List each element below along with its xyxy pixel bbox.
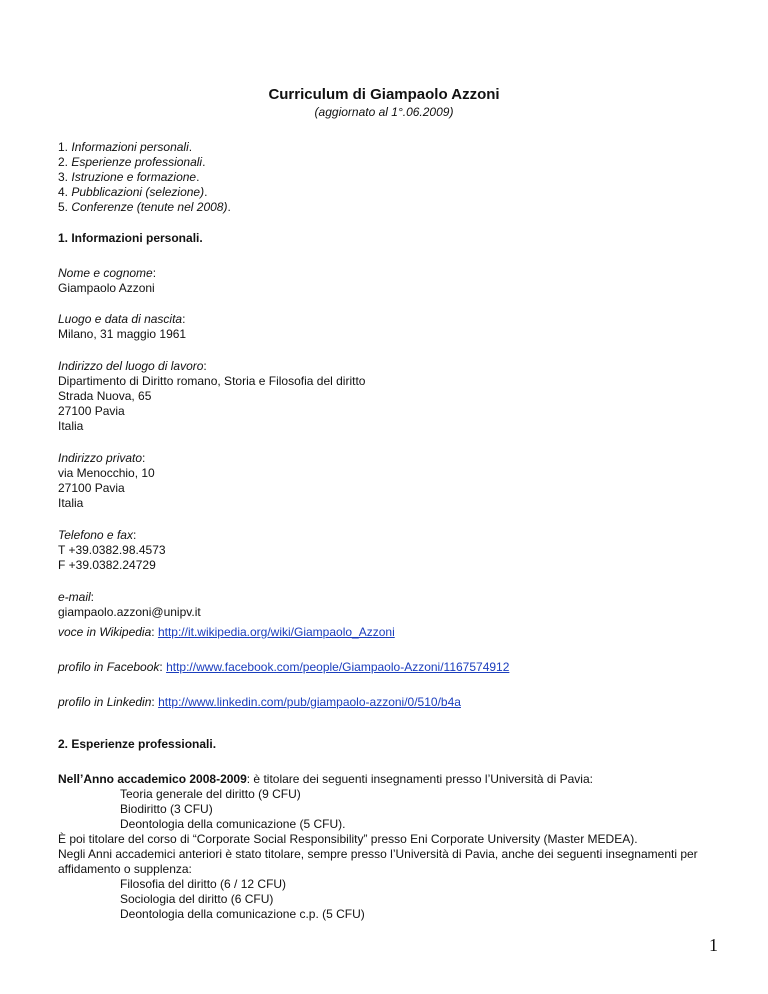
work-address-entry: Indirizzo del luogo di lavoro: Dipartimento di Diritto romano, Storia e Filosofia del diritto Strada Nuova, 65 27100 Pavia Italia bbox=[58, 359, 718, 434]
course-item: Deontologia della comunicazione c.p. (5 CFU) bbox=[120, 907, 365, 921]
facebook-entry: profilo in Facebook: http://www.facebook.com/people/Giampaolo-Azzoni/1167574912 bbox=[58, 660, 510, 674]
linkedin-link[interactable]: http://www.linkedin.com/pub/giampaolo-azzoni/0/510/b4a bbox=[158, 695, 461, 709]
toc-tail: . bbox=[202, 155, 206, 169]
section-1-heading: 1. Informazioni personali. bbox=[58, 231, 203, 245]
address-line: 27100 Pavia bbox=[58, 481, 125, 495]
name-entry: Nome e cognome: Giampaolo Azzoni bbox=[58, 266, 718, 296]
field-label: Indirizzo privato bbox=[58, 451, 143, 465]
toc-label: Istruzione e formazione bbox=[71, 170, 197, 184]
address-line: Dipartimento di Diritto romano, Storia e Filosofia del diritto bbox=[58, 374, 366, 388]
section-2-heading: 2. Esperienze professionali. bbox=[58, 737, 217, 751]
toc-label: Esperienze professionali bbox=[71, 155, 203, 169]
address-line: Italia bbox=[58, 496, 84, 510]
toc-number: 5. bbox=[58, 200, 69, 214]
course-item: Deontologia della comunicazione (5 CFU). bbox=[120, 817, 346, 831]
field-label: profilo in Linkedin bbox=[58, 695, 152, 709]
toc-item bbox=[58, 140, 718, 155]
field-label: profilo in Facebook bbox=[58, 660, 160, 674]
field-label: voce in Wikipedia bbox=[58, 625, 152, 639]
previous-courses-text: Negli Anni accademici anteriori è stato titolare, sempre presso l’Università di Pavia, anche dei seguenti insegnamenti per bbox=[58, 847, 698, 861]
document-title: Curriculum di Giampaolo Azzoni bbox=[268, 86, 500, 103]
phone-entry: Telefono e fax: T +39.0382.98.4573 F +39.0382.24729 bbox=[58, 528, 718, 573]
birth-entry: Luogo e data di nascita: Milano, 31 maggio 1961 bbox=[58, 312, 718, 342]
address-line: via Menocchio, 10 bbox=[58, 466, 155, 480]
address-line: 27100 Pavia bbox=[58, 404, 125, 418]
wikipedia-entry: voce in Wikipedia: http://it.wikipedia.org/wiki/Giampaolo_Azzoni bbox=[58, 625, 395, 639]
table-of-contents bbox=[58, 140, 718, 215]
toc-tail: . bbox=[196, 170, 200, 184]
academic-year-text: : è titolare dei seguenti insegnamenti presso l’Università di Pavia: bbox=[246, 772, 593, 786]
academic-year: Nell’Anno accademico 2008-2009 bbox=[58, 772, 247, 786]
page-number: 1 bbox=[709, 935, 718, 955]
field-label: Nome e cognome bbox=[58, 266, 153, 280]
toc-number: 1. bbox=[58, 140, 69, 154]
toc-number: 2. bbox=[58, 155, 69, 169]
toc-tail: . bbox=[227, 200, 231, 214]
course-item: Teoria generale del diritto (9 CFU) bbox=[120, 787, 301, 801]
field-label: Telefono e fax bbox=[58, 528, 133, 542]
section-2-body bbox=[58, 772, 718, 922]
email-value: giampaolo.azzoni@unipv.it bbox=[58, 605, 201, 619]
address-line: Italia bbox=[58, 419, 84, 433]
toc-tail: . bbox=[204, 185, 208, 199]
previous-courses-text-cont: affidamento o supplenza: bbox=[58, 862, 192, 876]
home-address-entry: Indirizzo privato: via Menocchio, 10 27100 Pavia Italia bbox=[58, 451, 718, 511]
course-item: Biodiritto (3 CFU) bbox=[120, 802, 213, 816]
field-label: e-mail bbox=[58, 590, 91, 604]
toc-label: Pubblicazioni (selezione) bbox=[71, 185, 205, 199]
document-subtitle: (aggiornato al 1°.06.2009) bbox=[314, 105, 454, 119]
toc-number: 4. bbox=[58, 185, 69, 199]
field-value: Milano, 31 maggio 1961 bbox=[58, 327, 187, 341]
course-item: Filosofia del diritto (6 / 12 CFU) bbox=[120, 877, 287, 891]
phone-line: T +39.0382.98.4573 bbox=[58, 543, 166, 557]
toc-label: Conferenze (tenute nel 2008) bbox=[71, 200, 228, 214]
address-line: Strada Nuova, 65 bbox=[58, 389, 152, 403]
toc-item bbox=[58, 185, 718, 200]
email-entry: e-mail: giampaolo.azzoni@unipv.it bbox=[58, 590, 718, 620]
linkedin-entry: profilo in Linkedin: http://www.linkedin.com/pub/giampaolo-azzoni/0/510/b4a bbox=[58, 695, 461, 709]
eni-course-text: È poi titolare del corso di “Corporate Social Responsibility” presso Eni Corporate University (Master MEDEA). bbox=[58, 832, 638, 846]
toc-item bbox=[58, 155, 718, 170]
toc-item bbox=[58, 170, 718, 185]
toc-label: Informazioni personali bbox=[71, 140, 189, 154]
toc-tail: . bbox=[188, 140, 193, 154]
field-value: Giampaolo Azzoni bbox=[58, 281, 155, 295]
facebook-link[interactable]: http://www.facebook.com/people/Giampaolo-Azzoni/1167574912 bbox=[166, 660, 510, 674]
field-label: Indirizzo del luogo di lavoro bbox=[58, 359, 204, 373]
course-item: Sociologia del diritto (6 CFU) bbox=[120, 892, 274, 906]
wikipedia-link[interactable]: http://it.wikipedia.org/wiki/Giampaolo_Azzoni bbox=[157, 625, 395, 639]
fax-line: F +39.0382.24729 bbox=[58, 558, 156, 572]
field-label: Luogo e data di nascita bbox=[58, 312, 183, 326]
toc-number: 3. bbox=[58, 170, 69, 184]
toc-item bbox=[58, 200, 718, 215]
